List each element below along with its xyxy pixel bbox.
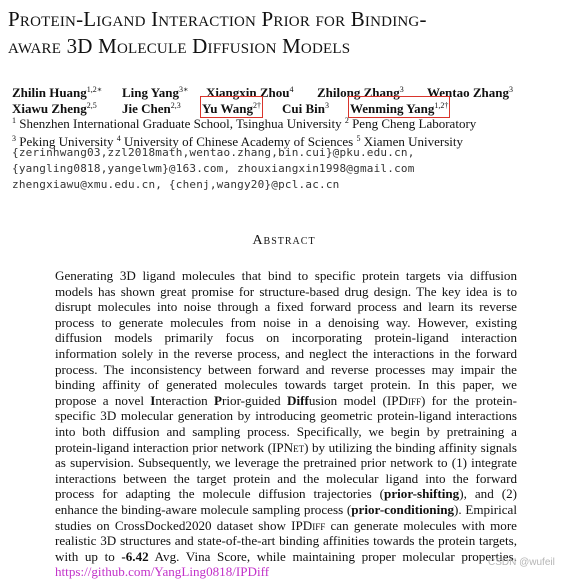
author-ling-yang: Ling Yang$^{3∗}$ — [122, 85, 189, 100]
ipdiff-name: IPDiff — [386, 392, 422, 408]
title-line-1: Protein-Ligand Interaction Prior for Binding- — [8, 7, 427, 31]
csdn-watermark: CSDN @wufeil — [488, 557, 555, 568]
author-xiangxin-zhou: Xiangxin Zhou$^4$ — [206, 85, 294, 100]
ipdiff-name-2: IPDiff — [291, 517, 326, 533]
author-xiawu-zheng: Xiawu Zheng$^{2,5}$ — [12, 101, 97, 116]
affiliation-line-1: $^1$ Shenzhen International Graduate School, Tsinghua University $^2$ Peng Cheng Laboratory — [12, 116, 477, 131]
author-jie-chen: Jie Chen$^{2,3}$ — [122, 101, 181, 116]
paper-title — [8, 6, 564, 60]
author-row-1 — [12, 82, 564, 98]
title-line-2: aware 3D Molecule Diffusion Models — [8, 34, 351, 58]
author-wentao-zhang: Wentao Zhang$^3$ — [427, 85, 513, 100]
author-row-2 — [12, 98, 564, 114]
ipnet-name: IPNet — [271, 439, 305, 455]
author-list — [12, 82, 564, 114]
author-zhilong-zhang: Zhilong Zhang$^3$ — [317, 85, 404, 100]
author-emails — [12, 145, 415, 193]
email-line-1: {zerinhwang03,zzl2018math,wentao.zhang,bin.cui}@pku.edu.cn, — [12, 146, 415, 159]
email-line-2: {yangling0818,yangelwm}@163.com, zhouxiangxin1998@gmail.com — [12, 162, 415, 175]
author-cui-bin: Cui Bin$^3$ — [282, 101, 329, 116]
github-link[interactable]: https://github.com/YangLing0818/IPDiff — [55, 564, 270, 580]
abstract-heading: Abstract — [252, 233, 316, 248]
abstract-body: Generating 3D ligand molecules that bind to specific protein targets via diffusion models has shown great promise for structure-based drug design. The key idea is to disrupt molecules into noise through a fixed forward process and learn its reverse process to generate molecules from noise in a denoising way. However, existing diffusion models primarily focus on incorporating protein-ligand interaction information solely in the reverse process, and neglect the interactions in the forward process. The inconsistency between forward and reverse processes may impair the binding affinity of generated molecules towards target protein. In this paper, we propose a novel Interaction Prior-guided Diffusion model (IPDiff) for the protein-specific 3D molecular generation by introducing geometric protein-ligand interactions into both diffusion and sampling process. Specifically, we begin by pretraining a protein-ligand interaction prior network (IPNet) by utilizing the binding affinity signals as supervision. Subsequently, we leverage the pretrained prior network to (1) integrate interactions between the target protein and the molecular ligand into the forward process for adapting the molecule diffusion trajectories (prior-shifting), and (2) enhance the binding-aware molecule sampling process (prior-conditioning). Empirical studies on CrossDocked2020 dataset show IPDiff can generate molecules with more realistic 3D structures and state-of-the-art binding affinities towards the protein targets, with up to -6.42 Avg. Vina Score, while maintaining proper molecular properties. https://github.com/YangLing0818/IPDiff — [55, 268, 518, 580]
author-zhilin-huang: Zhilin Huang$^{1,2∗}$ — [12, 85, 103, 100]
author-yu-wang: Yu Wang$^{2\dagger}$ — [202, 98, 261, 116]
affiliation-line-2: $^3$ Peking University $^4$ University of Chinese Academy of Sciences $^5$ Xiamen University — [12, 134, 464, 149]
email-line-3: zhengxiawu@xmu.edu.cn, {chenj,wangy20}@pcl.ac.cn — [12, 178, 340, 191]
affiliations — [12, 113, 568, 149]
author-wenming-yang: Wenming Yang$^{1,2\dagger}$ — [350, 98, 448, 116]
